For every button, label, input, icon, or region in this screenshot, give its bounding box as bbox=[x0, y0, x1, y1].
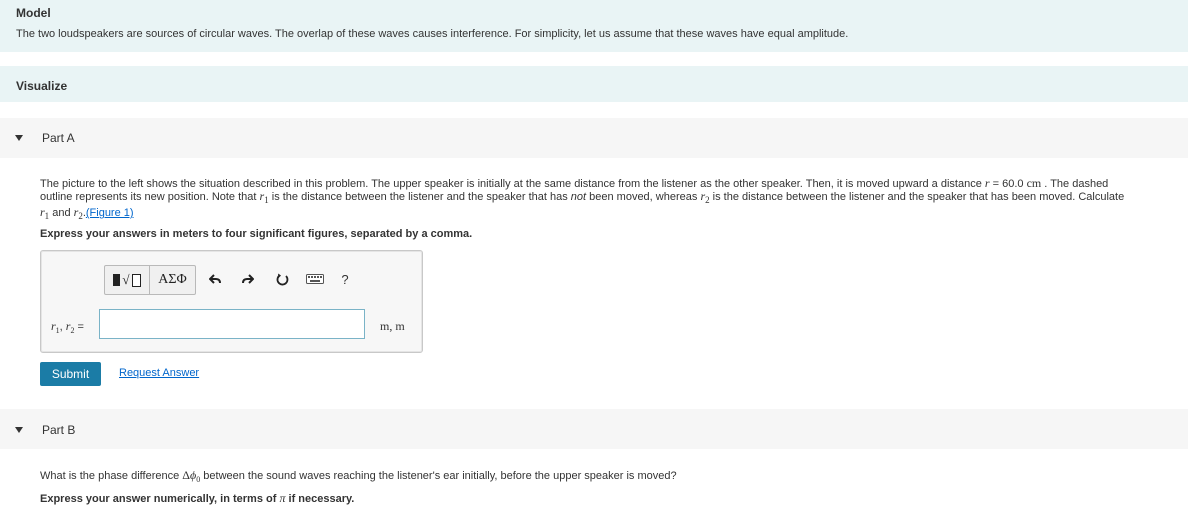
problem-line-3 bbox=[40, 206, 1180, 222]
problem-text-segment: outline represents its new position. Note that bbox=[40, 191, 260, 203]
undo-icon[interactable] bbox=[204, 265, 226, 293]
r2-subscript: 2 bbox=[705, 195, 710, 206]
problem-text-segment: been moved, whereas bbox=[586, 191, 701, 203]
delta-symbol: Δ bbox=[182, 468, 190, 482]
phi-subscript: 0 bbox=[196, 475, 201, 485]
template-block-icon bbox=[113, 274, 120, 286]
visualize-section[interactable] bbox=[0, 66, 1188, 102]
problem-line-1 bbox=[40, 177, 1180, 190]
label-r1: r bbox=[51, 319, 56, 333]
redo-icon[interactable] bbox=[237, 265, 259, 293]
help-icon[interactable]: ? bbox=[337, 265, 353, 293]
question-text-segment: What is the phase difference bbox=[40, 470, 183, 482]
r2-subscript: 2 bbox=[78, 211, 83, 222]
units-label: m, m bbox=[380, 319, 405, 333]
problem-line-2 bbox=[40, 190, 1180, 206]
label-sub2: 2 bbox=[70, 326, 75, 336]
sqrt-icon: √ bbox=[122, 272, 130, 287]
r-symbol: r bbox=[984, 176, 990, 190]
problem-text-segment: . The dashed bbox=[1041, 178, 1109, 190]
r1-symbol: r bbox=[259, 189, 265, 203]
model-title: Model bbox=[16, 6, 51, 20]
answer-label bbox=[51, 319, 84, 335]
visualize-title[interactable]: Visualize bbox=[16, 79, 68, 93]
emphasis-not: not bbox=[570, 191, 587, 203]
part-b-title[interactable]: Part B bbox=[42, 423, 76, 437]
r2-symbol: r bbox=[700, 189, 706, 203]
keyboard-icon[interactable] bbox=[303, 265, 327, 293]
question-text-segment: between the sound waves reaching the listener's ear initially, before the upper speaker is moved? bbox=[200, 470, 677, 482]
templates-button-group bbox=[104, 265, 196, 295]
part-b-question bbox=[40, 468, 677, 484]
part-a-problem-text bbox=[40, 177, 1180, 222]
problem-text-segment: and bbox=[49, 207, 74, 220]
instruction-text-segment: if necessary. bbox=[285, 493, 355, 505]
label-comma: , bbox=[59, 321, 66, 333]
pi-symbol: π bbox=[279, 491, 286, 505]
request-answer-link[interactable]: Request Answer bbox=[119, 367, 200, 379]
figure-1-link[interactable]: (Figure 1) bbox=[85, 207, 134, 220]
greek-symbols-button[interactable]: ΑΣΦ bbox=[158, 272, 187, 287]
collapse-triangle-icon[interactable] bbox=[15, 427, 23, 433]
r1-symbol: r bbox=[40, 205, 45, 220]
model-text: The two loudspeakers are sources of circular waves. The overlap of these waves causes interference. For simplicity, let us assume that these waves have equal amplitude. bbox=[16, 28, 849, 40]
submit-button[interactable]: Submit bbox=[40, 362, 101, 386]
answer-input[interactable] bbox=[99, 309, 365, 339]
collapse-triangle-icon[interactable] bbox=[15, 135, 23, 141]
problem-text-segment: The picture to the left shows the situation described in this problem. The upper speaker is initially at the same distance from the listener as the other speaker. Then, it is moved upward a distance bbox=[40, 178, 985, 190]
r-unit: cm bbox=[1026, 176, 1042, 190]
part-b-header[interactable] bbox=[0, 409, 1188, 449]
answer-box bbox=[40, 250, 423, 353]
problem-text-segment: is the distance between the listener and the speaker that has bbox=[268, 191, 571, 203]
label-sub1: 1 bbox=[55, 326, 60, 336]
problem-text-segment: is the distance between the listener and the speaker that has been moved. Calculate bbox=[709, 191, 1125, 203]
r-value: = 60.0 bbox=[989, 178, 1027, 190]
problem-text-segment: . bbox=[82, 207, 86, 220]
part-a-instruction: Express your answers in meters to four significant figures, separated by a comma. bbox=[40, 228, 473, 240]
part-b-instruction bbox=[40, 491, 354, 506]
template-outline-icon bbox=[132, 274, 141, 287]
r1-subscript: 1 bbox=[264, 195, 269, 206]
phi-symbol: ϕ bbox=[190, 468, 197, 482]
r2-symbol: r bbox=[73, 205, 79, 220]
part-a-title[interactable]: Part A bbox=[42, 131, 75, 145]
model-section bbox=[0, 0, 1188, 52]
templates-button[interactable] bbox=[105, 266, 150, 294]
label-equals: = bbox=[74, 321, 84, 333]
label-r2: r bbox=[65, 319, 71, 333]
reset-icon[interactable] bbox=[271, 265, 293, 293]
r1-subscript: 1 bbox=[44, 211, 50, 222]
instruction-text-segment: Express your answer numerically, in terms of bbox=[40, 493, 280, 505]
part-a-header[interactable] bbox=[0, 118, 1188, 158]
